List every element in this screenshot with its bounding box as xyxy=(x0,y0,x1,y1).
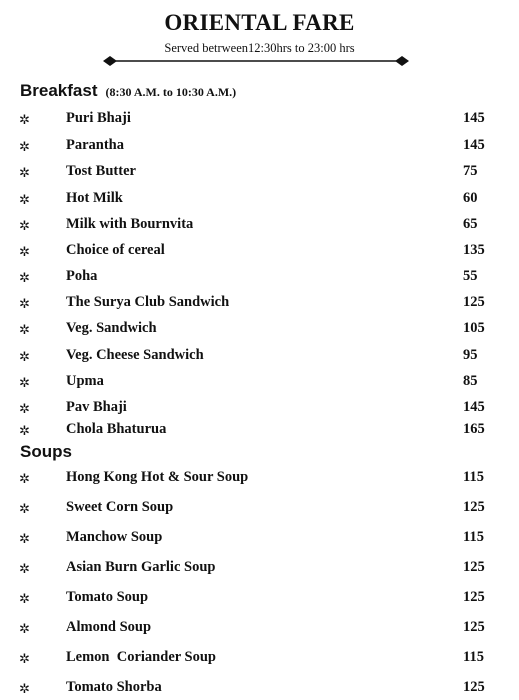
bullet-icon: ✲ xyxy=(19,192,30,207)
item-price: 85 xyxy=(463,373,478,389)
bullet-icon: ✲ xyxy=(19,165,30,180)
menu-item xyxy=(0,499,519,519)
item-name: Pav Bhaji xyxy=(66,399,127,415)
item-price: 125 xyxy=(463,294,485,310)
item-price: 125 xyxy=(463,559,485,575)
item-price: 165 xyxy=(463,421,485,437)
bullet-icon: ✲ xyxy=(19,531,30,546)
item-name: Hong Kong Hot & Sour Soup xyxy=(66,469,249,485)
item-name: Milk with Bournvita xyxy=(66,216,194,232)
bullet-icon: ✲ xyxy=(19,244,30,259)
item-name: Sweet Corn Soup xyxy=(66,499,174,515)
menu-item xyxy=(0,190,519,210)
menu-item xyxy=(0,529,519,549)
bullet-icon: ✲ xyxy=(19,471,30,486)
item-price: 125 xyxy=(463,619,485,635)
menu-item xyxy=(0,679,519,699)
item-price: 145 xyxy=(463,110,485,126)
menu-item xyxy=(0,469,519,489)
bullet-icon: ✲ xyxy=(19,621,30,636)
menu-item xyxy=(0,320,519,340)
item-name: Almond Soup xyxy=(66,619,152,635)
bullet-icon: ✲ xyxy=(19,423,30,438)
item-price: 135 xyxy=(463,242,485,258)
item-price: 145 xyxy=(463,137,485,153)
section-heading-breakfast xyxy=(20,81,236,101)
item-name: Hot Milk xyxy=(66,190,123,206)
menu-item xyxy=(0,399,519,419)
item-name: Poha xyxy=(66,268,98,284)
menu-item xyxy=(0,294,519,314)
item-price: 95 xyxy=(463,347,478,363)
breakfast-heading: Breakfast xyxy=(20,81,98,100)
soups-heading: Soups xyxy=(20,442,72,461)
bullet-icon: ✲ xyxy=(19,112,30,127)
item-name: Tomato Soup xyxy=(66,589,149,605)
bullet-icon: ✲ xyxy=(19,296,30,311)
item-price: 115 xyxy=(463,649,484,665)
menu-item xyxy=(0,216,519,236)
item-price: 55 xyxy=(463,268,478,284)
item-name: Manchow Soup xyxy=(66,529,163,545)
bullet-icon: ✲ xyxy=(19,218,30,233)
bullet-icon: ✲ xyxy=(19,651,30,666)
menu-item xyxy=(0,110,519,130)
bullet-icon: ✲ xyxy=(19,501,30,516)
item-name: Tomato Shorba xyxy=(66,679,162,695)
ornamental-divider xyxy=(103,54,409,68)
item-name: Lemon Coriander Soup xyxy=(66,649,216,665)
menu-title: ORIENTAL FARE xyxy=(164,10,355,35)
item-name: Asian Burn Garlic Soup xyxy=(66,559,216,575)
menu-item xyxy=(0,163,519,183)
item-price: 75 xyxy=(463,163,478,179)
serving-hours: Served betrween12:30hrs to 23:00 hrs xyxy=(164,41,355,55)
item-price: 105 xyxy=(463,320,485,336)
item-name: Veg. Cheese Sandwich xyxy=(66,347,204,363)
bullet-icon: ✲ xyxy=(19,401,30,416)
menu-item xyxy=(0,347,519,367)
menu-item xyxy=(0,559,519,579)
menu-item xyxy=(0,137,519,157)
item-price: 125 xyxy=(463,589,485,605)
menu-item xyxy=(0,421,519,441)
menu-item xyxy=(0,649,519,669)
bullet-icon: ✲ xyxy=(19,322,30,337)
bullet-icon: ✲ xyxy=(19,139,30,154)
breakfast-timing: (8:30 A.M. to 10:30 A.M.) xyxy=(105,85,237,99)
bullet-icon: ✲ xyxy=(19,681,30,696)
menu-item xyxy=(0,619,519,639)
menu-item xyxy=(0,268,519,288)
item-price: 125 xyxy=(463,499,485,515)
item-price: 145 xyxy=(463,399,485,415)
bullet-icon: ✲ xyxy=(19,349,30,364)
item-price: 65 xyxy=(463,216,478,232)
item-price: 115 xyxy=(463,529,484,545)
menu-item xyxy=(0,242,519,262)
bullet-icon: ✲ xyxy=(19,375,30,390)
item-price: 115 xyxy=(463,469,484,485)
item-price: 125 xyxy=(463,679,485,695)
bullet-icon: ✲ xyxy=(19,270,30,285)
item-price: 60 xyxy=(463,190,478,206)
item-name: The Surya Club Sandwich xyxy=(66,294,230,310)
bullet-icon: ✲ xyxy=(19,591,30,606)
item-name: Upma xyxy=(66,373,104,389)
item-name: Choice of cereal xyxy=(66,242,165,258)
item-name: Puri Bhaji xyxy=(66,110,131,126)
menu-item xyxy=(0,373,519,393)
item-name: Chola Bhaturua xyxy=(66,421,167,437)
item-name: Tost Butter xyxy=(66,163,136,179)
section-heading-soups xyxy=(20,442,72,462)
bullet-icon: ✲ xyxy=(19,561,30,576)
menu-item xyxy=(0,589,519,609)
item-name: Veg. Sandwich xyxy=(66,320,157,336)
item-name: Parantha xyxy=(66,137,124,153)
